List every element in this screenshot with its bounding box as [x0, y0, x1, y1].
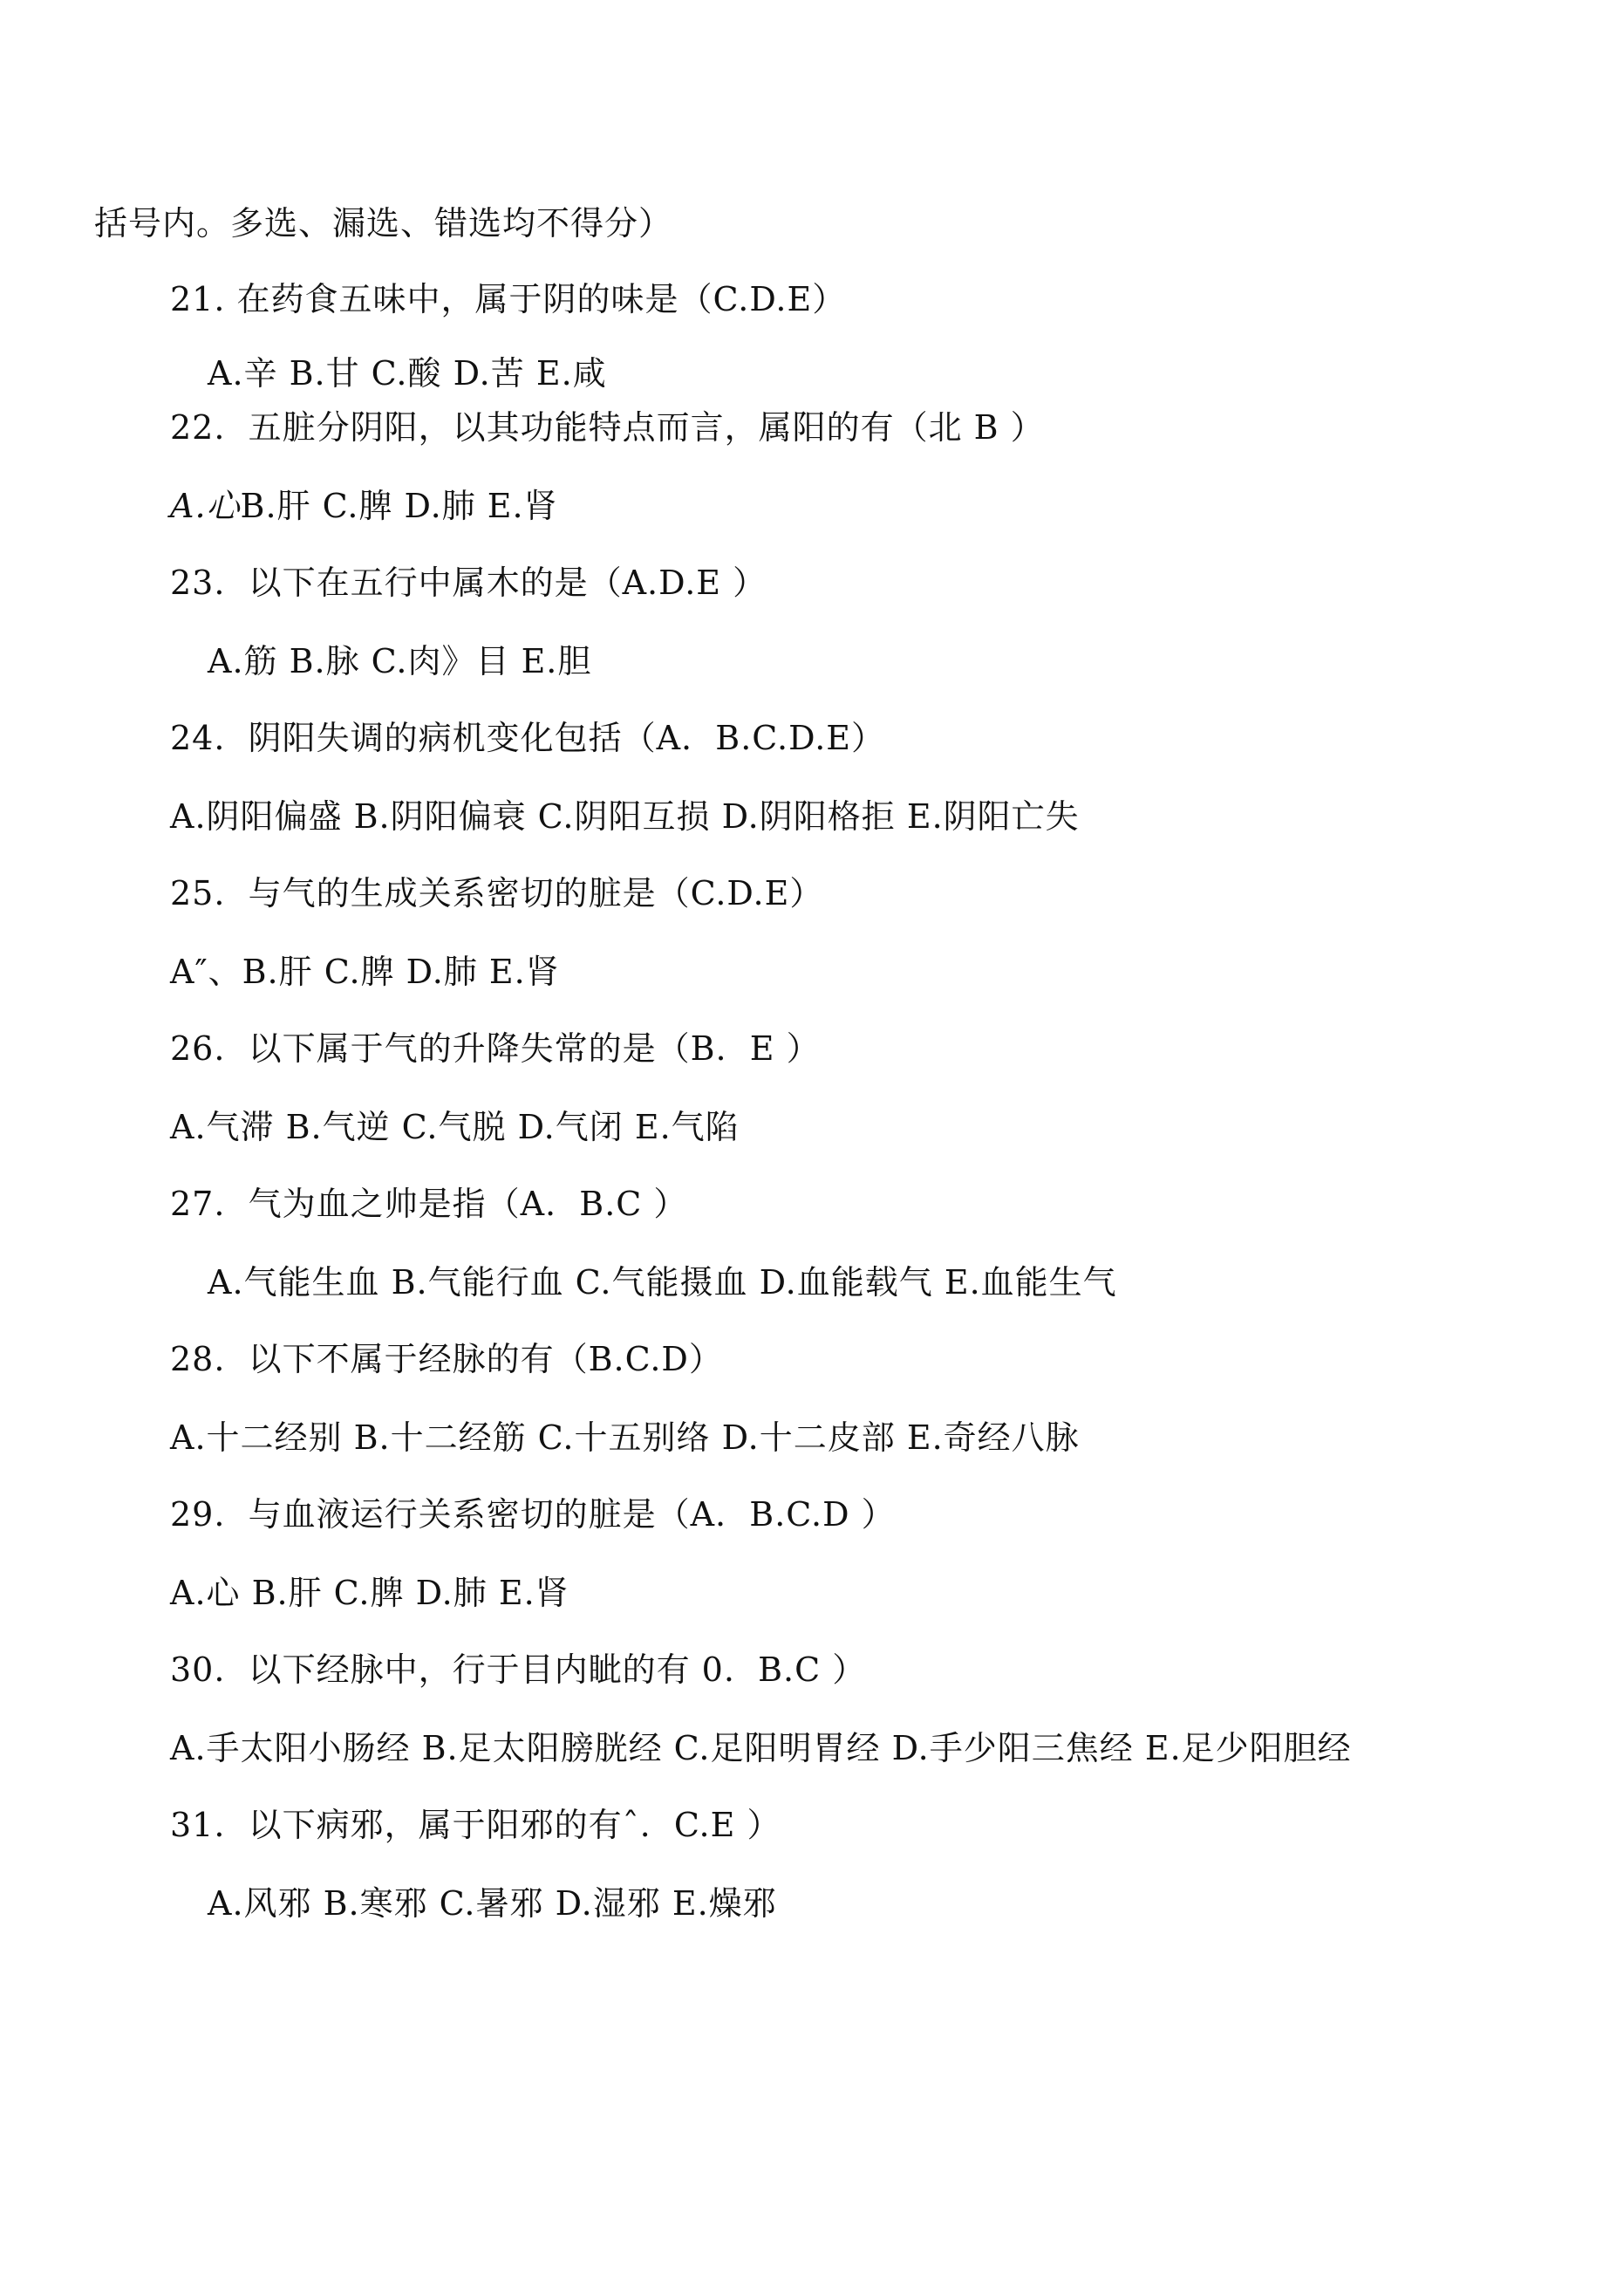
- question-25: 25. 与气的生成关系密切的脏是（C.D.E）: [170, 874, 824, 912]
- options-22-rest: B.肝 C.脾 D.肺 E.肾: [240, 487, 558, 525]
- options-28: A.十二经别 B.十二经筋 C.十五别络 D.十二皮部 E.奇经八脉: [170, 1418, 1080, 1457]
- question-30: 30. 以下经脉中，行于目内眦的有 0. B.C ）: [170, 1650, 867, 1689]
- question-21: 21. 在药食五味中，属于阴的味是（C.D.E）: [170, 280, 847, 318]
- options-30: A.手太阳小肠经 B.足太阳膀胱经 C.足阳明胃经 D.手少阳三焦经 E.足少阳胆经: [170, 1729, 1352, 1767]
- options-31: A.风邪 B.寒邪 C.暑邪 D.湿邪 E.燥邪: [208, 1884, 777, 1923]
- question-29: 29. 与血液运行关系密切的脏是（A. B.C.D ）: [170, 1495, 896, 1534]
- question-27: 27. 气为血之帅是指（A. B.C ）: [170, 1185, 688, 1223]
- options-27: A.气能生血 B.气能行血 C.气能摄血 D.血能载气 E.血能生气: [208, 1263, 1117, 1302]
- options-24: A.阴阳偏盛 B.阴阳偏衰 C.阴阳互损 D.阴阳格拒 E.阴阳亡失: [170, 797, 1080, 836]
- question-23: 23. 以下在五行中属木的是（A.D.E ）: [170, 564, 767, 602]
- question-26: 26. 以下属于气的升降失常的是（B. E ）: [170, 1029, 821, 1068]
- options-26: A.气滞 B.气逆 C.气脱 D.气闭 E.气陷: [170, 1108, 740, 1146]
- options-21: A.辛 B.甘 C.酸 D.苦 E.咸: [208, 354, 607, 393]
- question-24: 24. 阴阳失调的病机变化包括（A. B.C.D.E）: [170, 719, 886, 757]
- question-28: 28. 以下不属于经脉的有（B.C.D）: [170, 1340, 723, 1378]
- instruction-text: 括号内。多选、漏选、错选均不得分）: [94, 204, 673, 243]
- options-25: A″、B.肝 C.脾 D.肺 E.肾: [170, 953, 560, 991]
- question-31: 31. 以下病邪，属于阳邪的有ˆ. C.E ）: [170, 1806, 781, 1844]
- options-22: [170, 485, 558, 527]
- question-22: 22. 五脏分阴阳，以其功能特点而言，属阳的有（北 B ）: [170, 408, 1045, 447]
- options-29: A.心 B.肝 C.脾 D.肺 E.肾: [170, 1574, 569, 1612]
- options-22-prefix: A.心: [170, 487, 241, 525]
- options-23: A.筋 B.脉 C.肉》目 E.胆: [208, 642, 592, 680]
